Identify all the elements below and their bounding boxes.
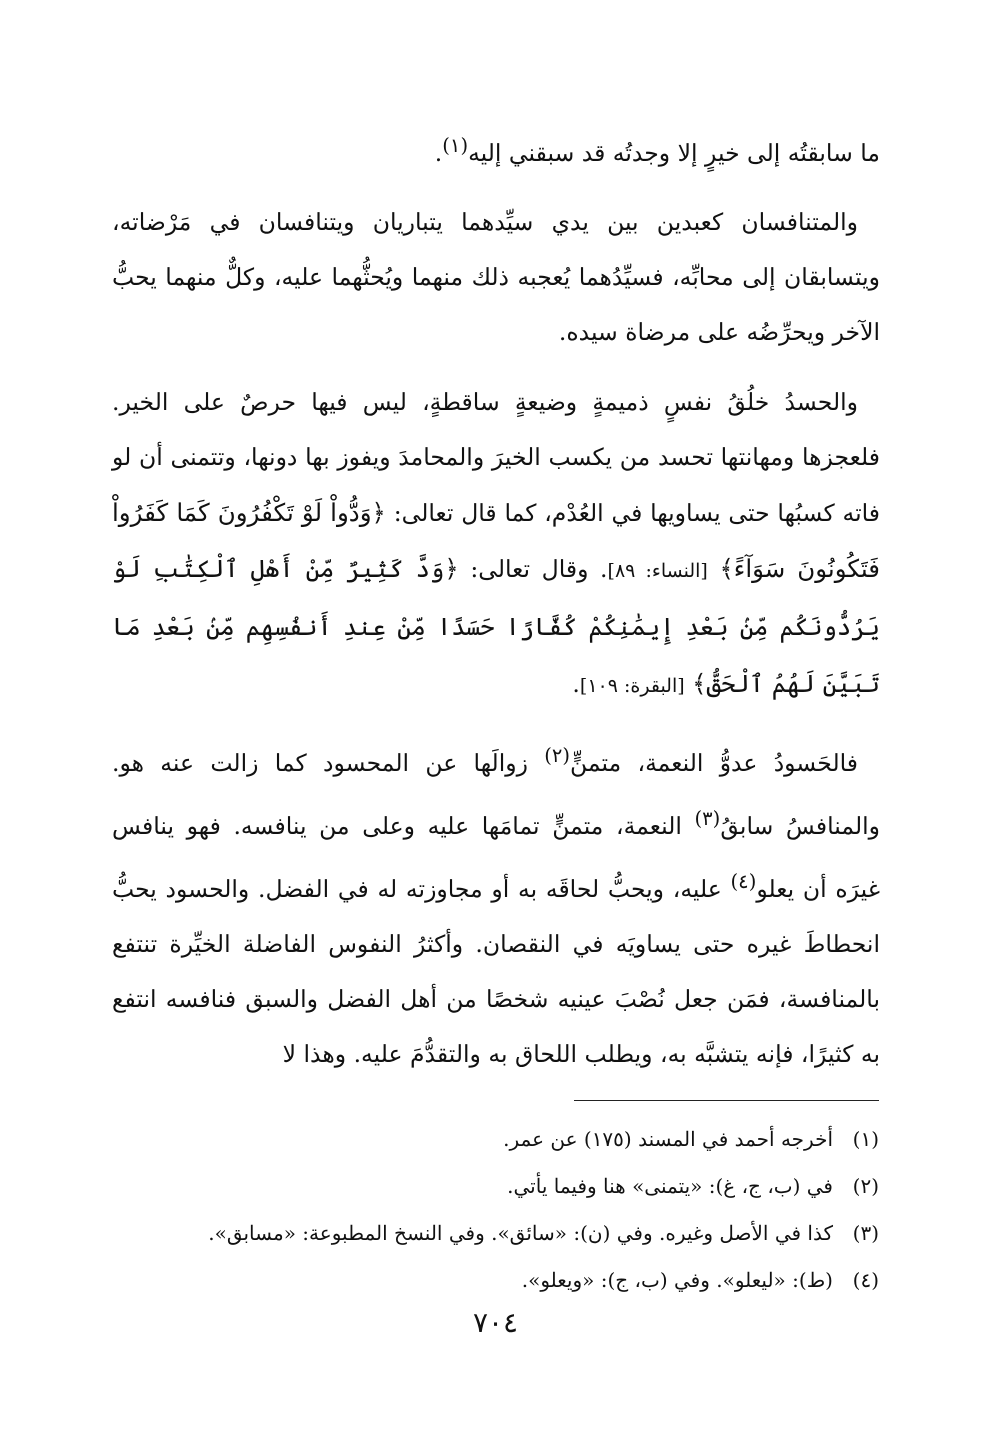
- footnote-ref: (٣): [694, 806, 721, 830]
- footnote: [111, 1116, 879, 1163]
- paragraph-text: والمتنافسان كعبدين بين يدي سيِّدهما يتباريان ويتنافسان في مَرْضاته، ويتسابقان إلى محابِّه، فسيِّدُهما يُعجبه ذلك منهما ويُحثُّهما عليه، وكلٌّ منهما يحبُّ الآخر ويحرِّضُه على مرضاة سيده.: [112, 208, 880, 347]
- footnote-text: في (ب، ج، غ): «يتمنى» هنا وفيما يأتي.: [507, 1174, 833, 1198]
- footnote-number: (٤): [852, 1268, 879, 1292]
- paragraph: [112, 728, 880, 1083]
- footnotes: [111, 1116, 879, 1304]
- paragraph-text: زوالَها عن المحسود كما زالت عنه هو. والمنافسُ سابقُ: [112, 748, 880, 840]
- paragraph-text: النعمة، متمنٍّ تمامَها عليه وعلى من ينافسه. فهو ينافس غيرَه أن يعلو: [112, 811, 880, 903]
- footnote-number: (١): [852, 1127, 879, 1151]
- footnote: [111, 1257, 879, 1304]
- verse-reference: [البقرة: ١٠٩]: [579, 674, 685, 697]
- footnote: [111, 1163, 879, 1210]
- footnote: [111, 1210, 879, 1257]
- paragraph-text: .: [434, 138, 443, 167]
- page-number: ٧٠٤: [472, 1306, 519, 1339]
- paragraph-text: والحسدُ خلُقُ نفسٍ ذميمةٍ وضيعةٍ ساقطةٍ، ليس فيها حرصٌ على الخير. فلعجزها ومهانتها تحسد من يكسب الخيرَ والمحامدَ ويفوز بها دونها، وتتمنى أن لو فاته كسبُها حتى يساويها في العُدْم، كما قال تعالى:: [112, 387, 880, 528]
- quran-verse: ﴿وَدَّ كَثِيرٌ مِّنْ أَهْلِ ٱلْكِتَٰبِ لَوْ يَرُدُّونَكُم مِّنۢ بَعْدِ إِيمَٰنِكُمْ كُفَّارًا حَسَدًا مِّنْ عِندِ أَنفُسِهِم مِّنۢ بَعْدِ مَا تَبَيَّنَ لَهُمُ ٱلْحَقُّ﴾: [112, 554, 880, 698]
- paragraph: [112, 118, 880, 181]
- paragraph-text: .: [572, 669, 580, 698]
- footnote-number: (٣): [852, 1221, 879, 1245]
- paragraph-text: [708, 555, 720, 583]
- body-text: [112, 118, 880, 1083]
- footnote-ref: (٢): [544, 743, 571, 767]
- paragraph: [112, 195, 880, 361]
- paragraph-text: عليه، ويحبُّ لحاقَه به أو مجاوزته له في الفضل. والحسود يحبُّ انحطاطَ غيره حتى يساويَه في النقصان. وأكثرُ النفوس الفاضلة الخيِّرة تنتفع بالمنافسة، فمَن جعل نُصْبَ عينيه شخصًا من أهل الفضل والسبق فنافسه انتفع به كثيرًا، فإنه يتشبَّه به، ويطلب اللحاق به والتقدُّمَ عليه. وهذا لا: [112, 874, 880, 1069]
- footnote-text: (ط): «ليعلو». وفي (ب، ج): «ويعلو».: [521, 1268, 833, 1292]
- footnote-text: كذا في الأصل وغيره. وفي (ن): «سائق». وفي النسخ المطبوعة: «مسابق».: [208, 1221, 833, 1245]
- quran-verse: ﴿وَدُّواْ لَوْ تَكْفُرُونَ كَمَا كَفَرُواْ فَتَكُونُونَ سَوَآءً﴾: [112, 498, 880, 584]
- footnote-separator: [574, 1100, 879, 1101]
- footnote-ref: (٤): [730, 869, 757, 893]
- paragraph: [112, 375, 880, 714]
- footnote-ref: (١): [442, 134, 469, 157]
- footnote-text: أخرجه أحمد في المسند (١٧٥) عن عمر.: [503, 1127, 833, 1151]
- footnote-number: (٢): [852, 1174, 879, 1198]
- paragraph-text: فالحَسودُ عدوُّ النعمة، متمنٍّ: [570, 748, 858, 777]
- verse-reference: [النساء: ٨٩]: [607, 560, 708, 583]
- paragraph-text: . وقال تعالى:: [458, 555, 608, 584]
- paragraph-text: ما سابقتُه إلى خيرٍ إلا وجدتُه قد سبقني إليه: [468, 138, 880, 167]
